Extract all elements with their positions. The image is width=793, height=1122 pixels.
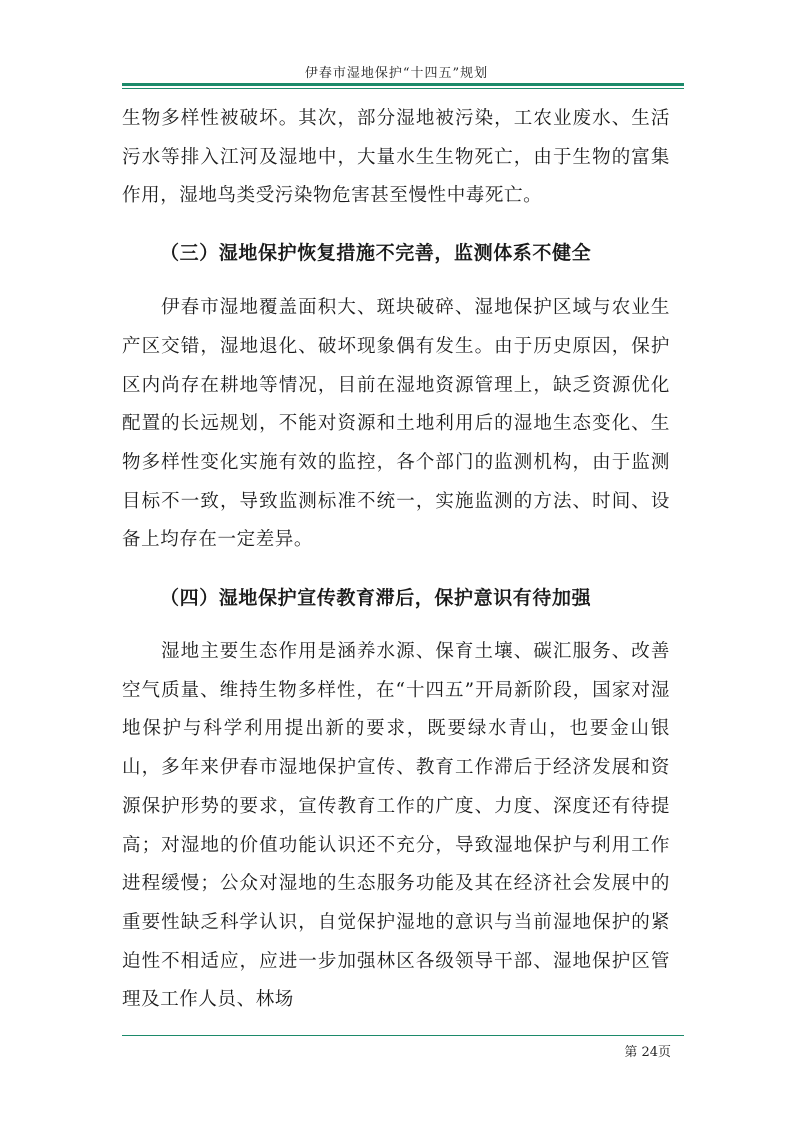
section-heading-3: （三）湿地保护恢复措施不完善，监测体系不健全 (160, 242, 592, 265)
page-number: 第 24页 (624, 1045, 671, 1060)
paragraph-education: 湿地主要生态作用是涵养水源、保育土壤、碳汇服务、改善空气质量、维持生物多样性，在“十四五”开局新阶段，国家对湿地保护与科学利用提出新的要求，既要绿水青山，也要金山银山，多年来伊春市湿地保护宣传、教育工作滞后于经济发展和资源保护形势的要求，宣传教育工作的广度、力度、深度还有待提高；对湿地的价值功能认识还不充分，导致湿地保护与利用工作进程缓慢；公众对湿地的生态服务功能及其在经济社会发展中的重要性缺乏科学认识，自觉保护湿地的意识与当前湿地保护的紧迫性不相适应，应进一步加强林区各级领导干部、湿地保护区管理及工作人员、林场 (122, 641, 670, 1011)
page-header-title: 伊春市湿地保护“十四五”规划 (304, 66, 489, 81)
header-rule-thick (122, 83, 684, 86)
document-body (122, 100, 670, 1020)
paragraph-monitoring: 伊春市湿地覆盖面积大、斑块破碎、湿地保护区域与农业生产区交错，湿地退化、破坏现象偶有发生。由于历史原因，保护区内尚存在耕地等情况，目前在湿地资源管理上，缺乏资源优化配置的长远规划，不能对资源和土地利用后的湿地生态变化、生物多样性变化实施有效的监控，各个部门的监测机构，由于监测目标不一致，导致监测标准不统一，实施监测的方法、时间、设备上均存在一定差异。 (122, 297, 670, 551)
footer-rule (122, 1035, 684, 1036)
header-rule-thin (122, 88, 684, 89)
section-heading-4: （四）湿地保护宣传教育滞后，保护意识有待加强 (160, 587, 592, 610)
paragraph-continued: 生物多样性被破坏。其次，部分湿地被污染，工农业废水、生活污水等排入江河及湿地中，大量水生生物死亡，由于生物的富集作用，湿地鸟类受污染物危害甚至慢性中毒死亡。 (122, 108, 670, 207)
